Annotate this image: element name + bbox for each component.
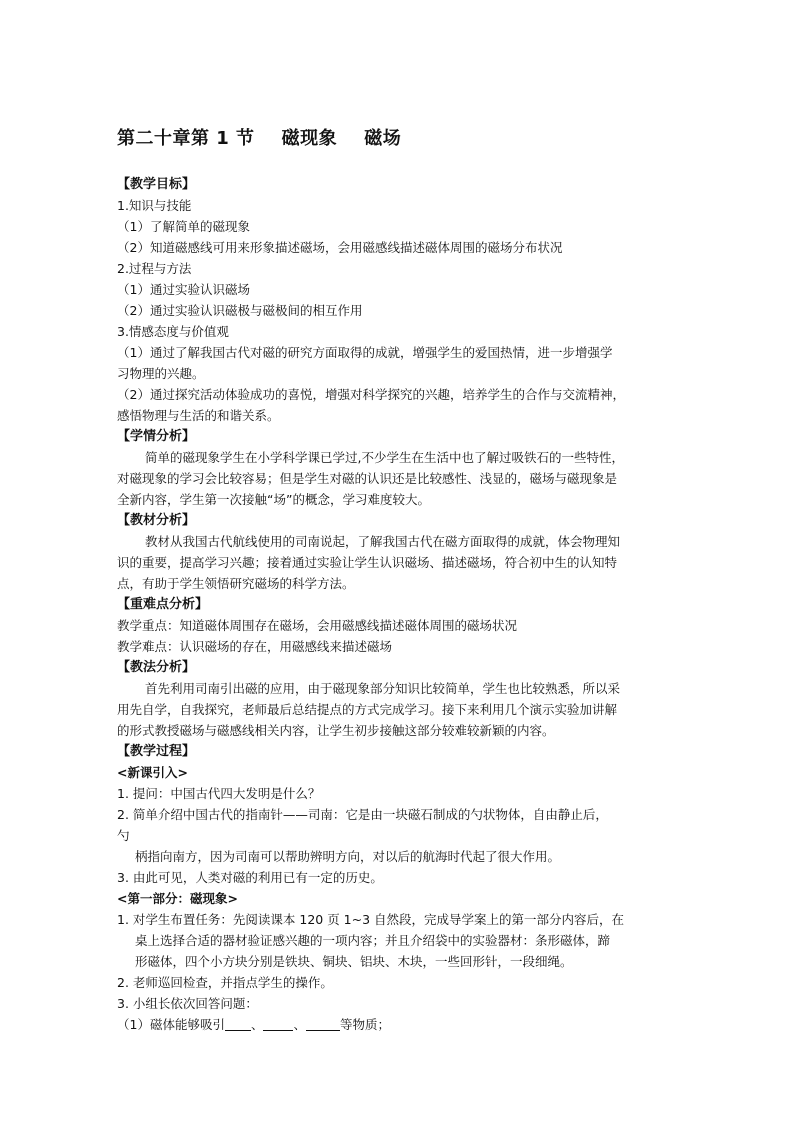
- subsection-part1: <第一部分：磁现象>: [117, 891, 238, 906]
- process-step: 1. 提问：中国古代四大发明是什么？: [117, 786, 321, 801]
- goal-item: （1）了解简单的磁现象: [117, 219, 250, 234]
- subsection-intro: <新课引入>: [117, 765, 188, 780]
- answer-blank[interactable]: [263, 1016, 293, 1031]
- goal-subheading: 2.过程与方法: [117, 261, 192, 276]
- process-step-continued: 柄指向南方，因为司南可以帮助辨明方向，对以后的航海时代起了很大作用。: [135, 849, 561, 864]
- process-step: 3. 由此可见，人类对磁的利用已有一定的历史。: [117, 870, 383, 885]
- learner-paragraph-line: 简单的磁现象学生在小学科学课已学过,不少学生在生活中也了解过吸铁石的一些特性，: [145, 450, 624, 465]
- process-step-continued: 勺: [117, 828, 130, 843]
- goal-subheading: 3.情感态度与价值观: [117, 324, 229, 339]
- learner-paragraph-line: 对磁现象的学习会比较容易；但是学生对磁的认识还是比较感性、浅显的，磁场与磁现象是: [117, 471, 618, 486]
- process-step: 3. 小组长依次回答问题：: [117, 996, 258, 1011]
- section-heading-process: 【教学过程】: [117, 744, 196, 759]
- teaching-focus: 教学重点：知道磁体周围存在磁场，会用磁感线描述磁体周围的磁场状况: [117, 618, 518, 633]
- process-step-continued: 形磁体，四个小方块分别是铁块、铜块、铝块、木块，一些回形针，一段细绳。: [135, 954, 573, 969]
- process-step-continued: 桌上选择合适的器材验证感兴趣的一项内容；并且介绍袋中的实验器材：条形磁体，蹄: [135, 933, 611, 948]
- goal-item: （1）通过实验认识磁场: [117, 282, 250, 297]
- document-body: [117, 174, 685, 1035]
- goal-item: （1）通过了解我国古代对磁的研究方面取得的成就，增强学生的爱国热情，进一步增强学: [117, 345, 613, 360]
- process-step: 2. 老师巡回检查，并指点学生的操作。: [117, 975, 333, 990]
- process-step: 1. 对学生布置任务：先阅读课本 120 页 1~3 自然段，完成导学案上的第一部分内容后，在: [117, 912, 625, 927]
- section-heading-material: 【教材分析】: [117, 513, 196, 528]
- separator: 、: [250, 1017, 264, 1032]
- separator: 、: [293, 1017, 306, 1032]
- page-title: 第二十章第 1 节 磁现象 磁场: [117, 128, 402, 149]
- question-text: 等物质；: [340, 1017, 391, 1032]
- fill-in-question: [117, 1014, 685, 1035]
- material-paragraph-line: 教材从我国古代航线使用的司南说起，了解我国古代在磁方面取得的成就，体会物理知: [145, 534, 621, 549]
- question-text: （1）磁体能够吸引: [117, 1017, 225, 1032]
- process-step: 2. 简单介绍中国古代的指南针——司南：它是由一块磁石制成的勺状物体，自由静止后，: [117, 807, 608, 822]
- goal-item: （2）知道磁感线可用来形象描述磁场，会用磁感线描述磁体周围的磁场分布状况: [117, 240, 563, 255]
- section-heading-method: 【教法分析】: [117, 660, 196, 675]
- goal-item-continued: 习物理的兴趣。: [117, 366, 205, 381]
- answer-blank[interactable]: [306, 1016, 340, 1031]
- answer-blank[interactable]: [225, 1016, 251, 1031]
- goal-item-continued: 感悟物理与生活的和谐关系。: [117, 408, 280, 423]
- learner-paragraph-line: 全新内容，学生第一次接触“场”的概念，学习难度较大。: [117, 492, 430, 507]
- section-heading-learner: 【学情分析】: [117, 429, 196, 444]
- goal-subheading: 1.知识与技能: [117, 198, 192, 213]
- method-paragraph-line: 的形式教授磁场与磁感线相关内容，让学生初步接触这部分较难较新颖的内容。: [117, 723, 555, 738]
- section-heading-keypoints: 【重难点分析】: [117, 597, 209, 612]
- goal-item: （2）通过实验认识磁极与磁极间的相互作用: [117, 303, 363, 318]
- material-paragraph-line: 点，有助于学生领悟研究磁场的科学方法。: [117, 576, 355, 591]
- goal-item: （2）通过探究活动体验成功的喜悦，增强对科学探究的兴趣，培养学生的合作与交流精神，: [117, 387, 625, 402]
- method-paragraph-line: 用先自学，自我探究，老师最后总结提点的方式完成学习。接下来利用几个演示实验加讲解: [117, 702, 618, 717]
- material-paragraph-line: 识的重要，提高学习兴趣；接着通过实验让学生认识磁场、描述磁场，符合初中生的认知特: [117, 555, 618, 570]
- method-paragraph-line: 首先利用司南引出磁的应用，由于磁现象部分知识比较简单，学生也比较熟悉，所以采: [145, 681, 621, 696]
- section-heading-goals: 【教学目标】: [117, 177, 196, 192]
- teaching-difficulty: 教学难点：认识磁场的存在，用磁感线来描述磁场: [117, 639, 393, 654]
